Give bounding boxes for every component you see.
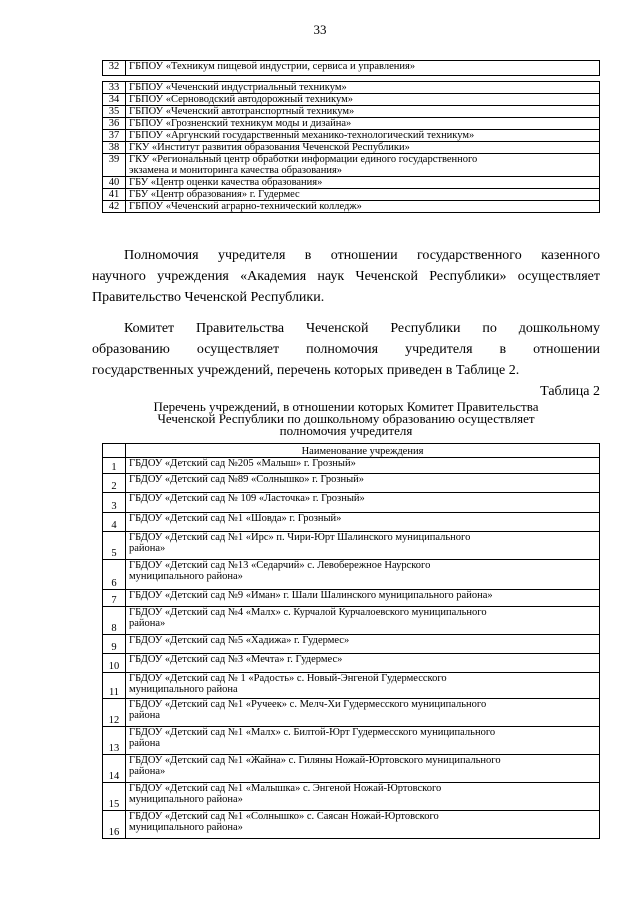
institution-name: ГБПОУ «Чеченский индустриальный техникум» [126, 82, 600, 94]
table-row [103, 727, 600, 755]
table-label: Таблица 2 [540, 384, 600, 399]
kindergarten-name-line: ГБДОУ «Детский сад № 109 «Ласточка» г. Грозный» [129, 493, 365, 504]
row-number: 12 [103, 699, 126, 727]
institution-name-line: экзамена и мониторинга качества образования» [129, 165, 343, 176]
row-number: 42 [103, 201, 126, 213]
paragraph-line: государственных учреждений, перечень которых приведен в Таблице 2. [92, 363, 520, 378]
paragraph-line: Полномочия учредителя в отношении государственного казенного [124, 248, 600, 263]
kindergarten-name-line: района [129, 738, 161, 749]
row-number: 15 [103, 783, 126, 811]
caption-line: Чеченской Республики по дошкольному образованию осуществляет [157, 411, 535, 426]
row-number: 34 [103, 94, 126, 106]
institution-name: ГБПОУ «Серноводский автодорожный техникум» [126, 94, 600, 106]
row-number: 36 [103, 118, 126, 130]
kindergarten-name [126, 635, 600, 654]
kindergarten-name-line: ГБДОУ «Детский сад №1 «Ручеек» с. Мелч-Хи Гудермесского муниципального [129, 699, 487, 710]
paragraph-committee [92, 318, 600, 381]
kindergartens-table [102, 443, 600, 839]
institution-name: ГБУ «Центр образования» г. Гудермес [126, 189, 600, 201]
kindergarten-name-line: ГБДОУ «Детский сад №1 «Малх» с. Билтой-Юрт Гудермесского муниципального [129, 727, 496, 738]
table-row [103, 177, 600, 189]
row-number: 2 [103, 474, 126, 493]
table-row [103, 607, 600, 635]
kindergarten-name-line: муниципального района [129, 684, 238, 695]
row-number: 37 [103, 130, 126, 142]
table-row [103, 811, 600, 839]
table-row [103, 673, 600, 699]
institution-name: ГБПОУ «Чеченский аграрно-технический колледж» [126, 201, 600, 213]
kindergarten-name-line: ГБДОУ «Детский сад №1 «Ирс» п. Чири-Юрт Шалинского муниципального [129, 532, 471, 543]
row-number: 4 [103, 513, 126, 532]
kindergarten-name [126, 474, 600, 493]
row-number: 7 [103, 590, 126, 607]
table-row [103, 94, 600, 106]
paragraph-line: образованию осуществляет полномочия учредителя в отношении [92, 342, 600, 357]
kindergarten-name-line: ГБДОУ «Детский сад №1 «Малышка» с. Энгеной Ножай-Юртовского [129, 783, 442, 794]
table-row [103, 118, 600, 130]
table-row [103, 699, 600, 727]
page-number: 33 [313, 22, 327, 37]
kindergarten-name [126, 532, 600, 560]
institution-name: ГБПОУ «Чеченский автотранспортный техникум» [126, 106, 600, 118]
row-number: 11 [103, 673, 126, 699]
kindergarten-name-line: района» [129, 618, 166, 629]
header-number-cell [103, 444, 126, 458]
table-row [103, 154, 600, 177]
table-row [103, 82, 600, 94]
kindergarten-name [126, 458, 600, 474]
kindergarten-name [126, 513, 600, 532]
institution-name: ГБУ «Центр оценки качества образования» [126, 177, 600, 189]
header-name-cell: Наименование учреждения [126, 444, 600, 458]
row-number: 32 [103, 61, 126, 76]
kindergarten-name [126, 607, 600, 635]
row-number: 14 [103, 755, 126, 783]
kindergarten-name-line: ГБДОУ «Детский сад №89 «Солнышко» г. Грозный» [129, 474, 365, 485]
kindergarten-name [126, 755, 600, 783]
kindergarten-name [126, 727, 600, 755]
table-row [103, 142, 600, 154]
table-row [103, 474, 600, 493]
kindergarten-name-line: ГБДОУ «Детский сад №1 «Солнышко» с. Саясан Ножай-Юртовского [129, 811, 439, 822]
table-row [103, 458, 600, 474]
paragraph-academy [92, 245, 600, 308]
row-number: 39 [103, 154, 126, 177]
kindergarten-name-line: ГБДОУ «Детский сад №9 «Иман» г. Шали Шалинского муниципального района» [129, 590, 493, 601]
institution-name-line: ГКУ «Региональный центр обработки информации единого государственного [129, 154, 478, 165]
kindergarten-name-line: ГБДОУ «Детский сад №205 «Малыш» г. Грозный» [129, 458, 356, 469]
kindergarten-name-line: муниципального района» [129, 571, 243, 582]
kindergarten-name [126, 493, 600, 513]
table-row [103, 755, 600, 783]
kindergarten-name-line: района» [129, 543, 166, 554]
row-number: 38 [103, 142, 126, 154]
table-row [103, 635, 600, 654]
kindergarten-name-line: района [129, 710, 161, 721]
row-number: 8 [103, 607, 126, 635]
row-number: 41 [103, 189, 126, 201]
table-row [103, 513, 600, 532]
kindergarten-name-line: ГБДОУ «Детский сад №1 «Шовда» г. Грозный» [129, 513, 342, 524]
table-row [103, 654, 600, 673]
kindergarten-name-line: ГБДОУ «Детский сад №5 «Хадижа» г. Гудермес» [129, 635, 350, 646]
table-row [103, 590, 600, 607]
row-number: 9 [103, 635, 126, 654]
table-row [103, 532, 600, 560]
institution-name: ГКУ «Институт развития образования Чеченской Республики» [126, 142, 600, 154]
kindergarten-name [126, 783, 600, 811]
kindergarten-name [126, 590, 600, 607]
institution-name: ГБПОУ «Техникум пищевой индустрии, сервиса и управления» [126, 61, 600, 76]
kindergarten-name-line: муниципального района» [129, 794, 243, 805]
kindergarten-name-line: ГБДОУ «Детский сад №4 «Малх» с. Курчалой Курчалоевского муниципального [129, 607, 487, 618]
table-row [103, 560, 600, 590]
row-number: 3 [103, 493, 126, 513]
kindergarten-name-line: района» [129, 766, 166, 777]
caption-line: Перечень учреждений, в отношении которых Комитет Правительства [153, 399, 539, 414]
kindergarten-name [126, 560, 600, 590]
row-number: 5 [103, 532, 126, 560]
institution-name: ГБПОУ «Аргунский государственный механико-технологический техникум» [126, 130, 600, 142]
table-row [103, 493, 600, 513]
table-row [103, 201, 600, 213]
table-row [103, 189, 600, 201]
row-number: 10 [103, 654, 126, 673]
table-row [103, 130, 600, 142]
table-caption [92, 401, 600, 437]
kindergarten-name-line: муниципального района» [129, 822, 243, 833]
institution-name [126, 154, 600, 177]
kindergarten-name [126, 673, 600, 699]
paragraph-line: Правительство Чеченской Республики. [92, 290, 325, 305]
table-row [103, 106, 600, 118]
row-number: 13 [103, 727, 126, 755]
table-row [103, 783, 600, 811]
table-row [103, 61, 600, 76]
institution-name: ГБПОУ «Грозненский техникум моды и дизайна» [126, 118, 600, 130]
row-number: 40 [103, 177, 126, 189]
kindergarten-name-line: ГБДОУ «Детский сад №3 «Мечта» г. Гудермес» [129, 654, 343, 665]
kindergarten-name-line: ГБДОУ «Детский сад №13 «Седарчий» с. Левобережное Наурского [129, 560, 431, 571]
institutions-table-continued [102, 60, 600, 213]
kindergarten-name [126, 699, 600, 727]
paragraph-line: Комитет Правительства Чеченской Республики по дошкольному [124, 321, 600, 336]
row-number: 6 [103, 560, 126, 590]
kindergarten-name [126, 654, 600, 673]
caption-line: полномочия учредителя [279, 423, 413, 438]
row-number: 1 [103, 458, 126, 474]
kindergarten-name-line: ГБДОУ «Детский сад № 1 «Радость» с. Новый-Энгеной Гудермесского [129, 673, 447, 684]
paragraph-line: научного учреждения «Академия наук Чеченской Республики» осуществляет [92, 269, 600, 284]
table-header-row [103, 444, 600, 458]
kindergarten-name-line: ГБДОУ «Детский сад №1 «Жайна» с. Гиляны Ножай-Юртовского муниципального [129, 755, 501, 766]
row-number: 16 [103, 811, 126, 839]
row-number: 35 [103, 106, 126, 118]
row-number: 33 [103, 82, 126, 94]
kindergarten-name [126, 811, 600, 839]
